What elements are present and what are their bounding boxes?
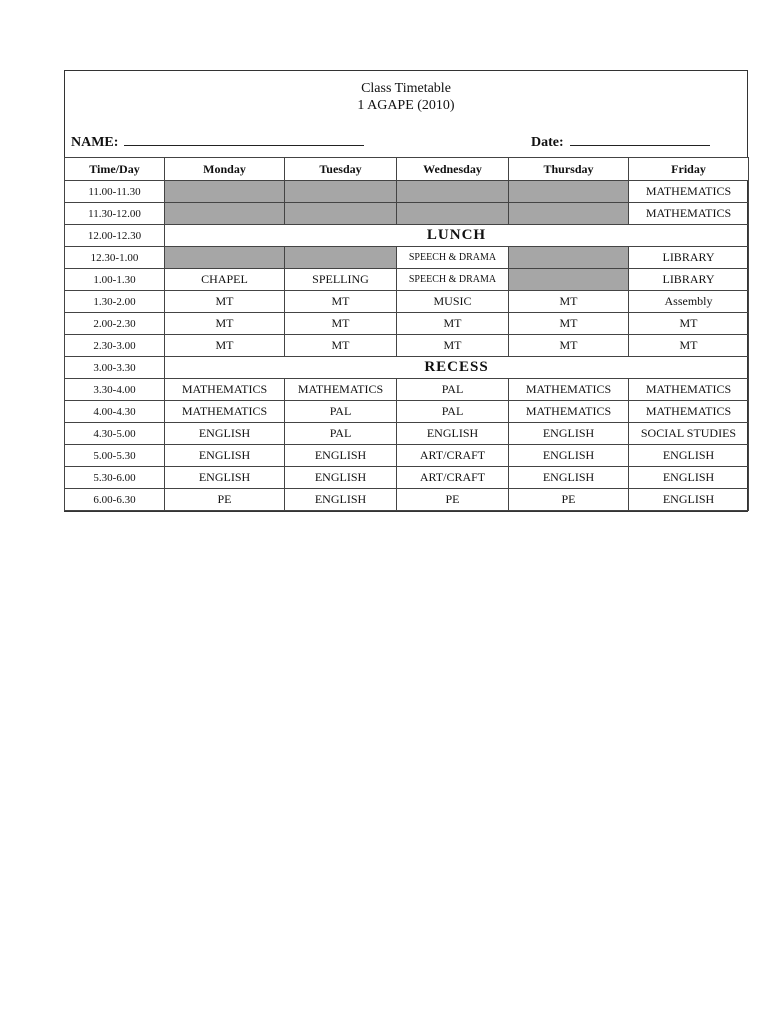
- subject-cell: ENGLISH: [285, 489, 397, 511]
- blocked-cell: [285, 181, 397, 203]
- table-row: [65, 489, 749, 511]
- time-slot-cell: 11.00-11.30: [65, 181, 165, 203]
- time-slot-cell: 3.30-4.00: [65, 379, 165, 401]
- subject-cell: MATHEMATICS: [629, 181, 749, 203]
- timetable-header: [65, 71, 747, 157]
- subject-cell: MT: [165, 313, 285, 335]
- subject-cell: MATHEMATICS: [629, 401, 749, 423]
- timetable-body: [65, 181, 749, 511]
- subject-cell: SPEECH & DRAMA: [397, 247, 509, 269]
- column-header-time: Time/Day: [65, 158, 165, 181]
- subject-cell: ENGLISH: [629, 489, 749, 511]
- subject-cell: PE: [509, 489, 629, 511]
- time-slot-cell: 3.00-3.30: [65, 357, 165, 379]
- subject-cell: MT: [629, 313, 749, 335]
- time-slot-cell: 12.00-12.30: [65, 225, 165, 247]
- page-title: Class Timetable: [361, 81, 451, 96]
- subject-cell: MT: [165, 335, 285, 357]
- subject-cell: CHAPEL: [165, 269, 285, 291]
- time-slot-cell: 5.30-6.00: [65, 467, 165, 489]
- subject-cell: PE: [165, 489, 285, 511]
- subject-cell: MATHEMATICS: [509, 401, 629, 423]
- subject-cell: MT: [285, 335, 397, 357]
- subject-cell: SOCIAL STUDIES: [629, 423, 749, 445]
- blocked-cell: [285, 203, 397, 225]
- subject-cell: ENGLISH: [285, 445, 397, 467]
- subject-cell: LIBRARY: [629, 269, 749, 291]
- time-slot-cell: 11.30-12.00: [65, 203, 165, 225]
- table-row: [65, 203, 749, 225]
- page-subtitle: 1 AGAPE (2010): [357, 98, 455, 113]
- subject-cell: MT: [285, 313, 397, 335]
- subject-cell: MT: [509, 291, 629, 313]
- subject-cell: MATHEMATICS: [165, 379, 285, 401]
- subject-cell: ENGLISH: [509, 445, 629, 467]
- table-row: [65, 225, 749, 247]
- subject-cell: MATHEMATICS: [629, 203, 749, 225]
- subject-cell: SPEECH & DRAMA: [397, 269, 509, 291]
- subject-cell: ENGLISH: [397, 423, 509, 445]
- time-slot-cell: 2.00-2.30: [65, 313, 165, 335]
- time-slot-cell: 6.00-6.30: [65, 489, 165, 511]
- time-slot-cell: 1.00-1.30: [65, 269, 165, 291]
- date-blank-line: [570, 133, 710, 146]
- subject-cell: MT: [397, 313, 509, 335]
- subject-cell: ENGLISH: [165, 467, 285, 489]
- subject-cell: PE: [397, 489, 509, 511]
- subject-cell: MT: [285, 291, 397, 313]
- subject-cell: MUSIC: [397, 291, 509, 313]
- table-row: [65, 423, 749, 445]
- subject-cell: MATHEMATICS: [629, 379, 749, 401]
- subject-cell: MT: [397, 335, 509, 357]
- time-slot-cell: 4.00-4.30: [65, 401, 165, 423]
- subject-cell: SPELLING: [285, 269, 397, 291]
- table-header-row: [65, 158, 749, 181]
- subject-cell: MATHEMATICS: [285, 379, 397, 401]
- subject-cell: ENGLISH: [629, 445, 749, 467]
- name-label: NAME:: [71, 135, 119, 150]
- table-row: [65, 335, 749, 357]
- break-banner-cell: RECESS: [165, 357, 749, 379]
- column-header-monday: Monday: [165, 158, 285, 181]
- table-row: [65, 269, 749, 291]
- subject-cell: ENGLISH: [165, 445, 285, 467]
- timetable-table: [64, 157, 749, 511]
- timetable-sheet: [64, 70, 748, 512]
- subject-cell: PAL: [397, 401, 509, 423]
- name-field: [71, 133, 364, 151]
- break-banner-cell: LUNCH: [165, 225, 749, 247]
- blocked-cell: [285, 247, 397, 269]
- date-label: Date:: [531, 135, 564, 150]
- blocked-cell: [165, 203, 285, 225]
- table-row: [65, 401, 749, 423]
- subject-cell: ENGLISH: [509, 467, 629, 489]
- subject-cell: ENGLISH: [509, 423, 629, 445]
- table-row: [65, 247, 749, 269]
- subject-cell: MATHEMATICS: [509, 379, 629, 401]
- table-row: [65, 357, 749, 379]
- blocked-cell: [397, 203, 509, 225]
- blocked-cell: [509, 269, 629, 291]
- blocked-cell: [509, 203, 629, 225]
- subject-cell: Assembly: [629, 291, 749, 313]
- table-row: [65, 291, 749, 313]
- blocked-cell: [165, 181, 285, 203]
- subject-cell: ENGLISH: [285, 467, 397, 489]
- subject-cell: MT: [165, 291, 285, 313]
- subject-cell: MT: [509, 335, 629, 357]
- table-row: [65, 313, 749, 335]
- blocked-cell: [397, 181, 509, 203]
- subject-cell: ART/CRAFT: [397, 467, 509, 489]
- time-slot-cell: 1.30-2.00: [65, 291, 165, 313]
- subject-cell: ART/CRAFT: [397, 445, 509, 467]
- column-header-wednesday: Wednesday: [397, 158, 509, 181]
- subject-cell: MT: [509, 313, 629, 335]
- table-row: [65, 379, 749, 401]
- time-slot-cell: 12.30-1.00: [65, 247, 165, 269]
- subject-cell: MT: [629, 335, 749, 357]
- subject-cell: ENGLISH: [629, 467, 749, 489]
- date-field: [531, 133, 710, 151]
- subject-cell: PAL: [397, 379, 509, 401]
- column-header-tuesday: Tuesday: [285, 158, 397, 181]
- column-header-friday: Friday: [629, 158, 749, 181]
- subject-cell: MATHEMATICS: [165, 401, 285, 423]
- time-slot-cell: 4.30-5.00: [65, 423, 165, 445]
- blocked-cell: [509, 181, 629, 203]
- table-row: [65, 467, 749, 489]
- subject-cell: LIBRARY: [629, 247, 749, 269]
- column-header-thursday: Thursday: [509, 158, 629, 181]
- name-blank-line: [124, 133, 364, 146]
- table-row: [65, 181, 749, 203]
- blocked-cell: [165, 247, 285, 269]
- time-slot-cell: 2.30-3.00: [65, 335, 165, 357]
- table-row: [65, 445, 749, 467]
- subject-cell: PAL: [285, 423, 397, 445]
- subject-cell: ENGLISH: [165, 423, 285, 445]
- blocked-cell: [509, 247, 629, 269]
- subject-cell: PAL: [285, 401, 397, 423]
- time-slot-cell: 5.00-5.30: [65, 445, 165, 467]
